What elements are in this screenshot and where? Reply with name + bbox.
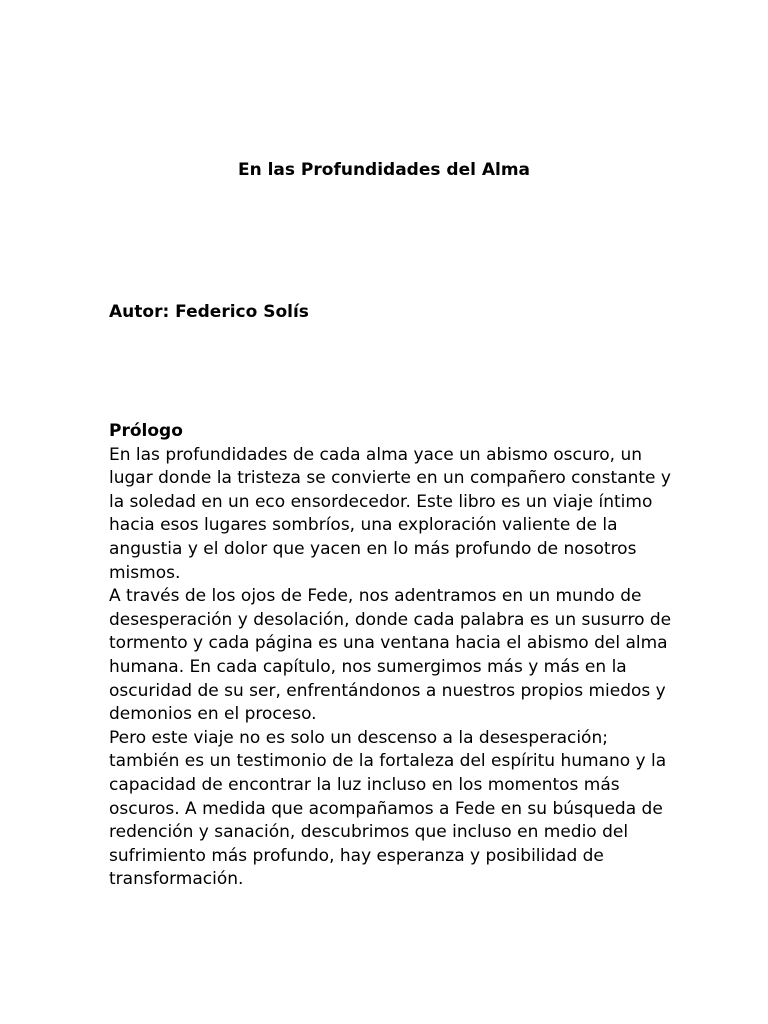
text-line: la soledad en un eco ensordecedor. Este libro es un viaje íntimo — [109, 491, 653, 512]
text-line: transformación. — [109, 869, 244, 890]
text-line: A través de los ojos de Fede, nos adentramos en un mundo de — [109, 586, 642, 607]
text-line: redención y sanación, descubrimos que incluso en medio del — [109, 822, 629, 843]
text-line: oscuridad de su ser, enfrentándonos a nuestros propios miedos y — [109, 680, 666, 701]
text-line: En las profundidades de cada alma yace un abismo oscuro, un — [109, 444, 642, 465]
text-line: sufrimiento más profundo, hay esperanza y posibilidad de — [109, 845, 604, 866]
text-line: angustia y el dolor que yacen en lo más profundo de nosotros — [109, 538, 637, 559]
text-line: demonios en el proceso. — [109, 704, 317, 725]
text-line: desesperación y desolación, donde cada palabra es un susurro de — [109, 609, 672, 630]
text-line: hacia esos lugares sombríos, una exploración valiente de la — [109, 515, 618, 536]
document-title: En las Profundidades del Alma — [237, 160, 531, 180]
text-line: mismos. — [109, 562, 181, 583]
text-line: capacidad de encontrar la luz incluso en los momentos más — [109, 774, 620, 795]
text-line: lugar donde la tristeza se convierte en un compañero constante y — [109, 468, 671, 489]
text-line: oscuros. A medida que acompañamos a Fede en su búsqueda de — [109, 798, 663, 819]
prologue-heading: Prólogo — [109, 421, 183, 441]
prologue-section — [109, 420, 672, 892]
prologue-paragraph-1 — [109, 444, 669, 586]
text-line: tormento y cada página es una ventana hacia el abismo del alma — [109, 633, 668, 654]
prologue-paragraph-2 — [109, 585, 672, 727]
text-line: también es un testimonio de la fortaleza del espíritu humano y la — [109, 751, 667, 772]
text-line: humana. En cada capítulo, nos sumergimos más y más en la — [109, 656, 627, 677]
prologue-paragraph-3 — [109, 727, 669, 892]
text-line: Pero este viaje no es solo un descenso a la desesperación; — [109, 727, 608, 748]
author-line: Autor: Federico Solís — [109, 302, 309, 322]
